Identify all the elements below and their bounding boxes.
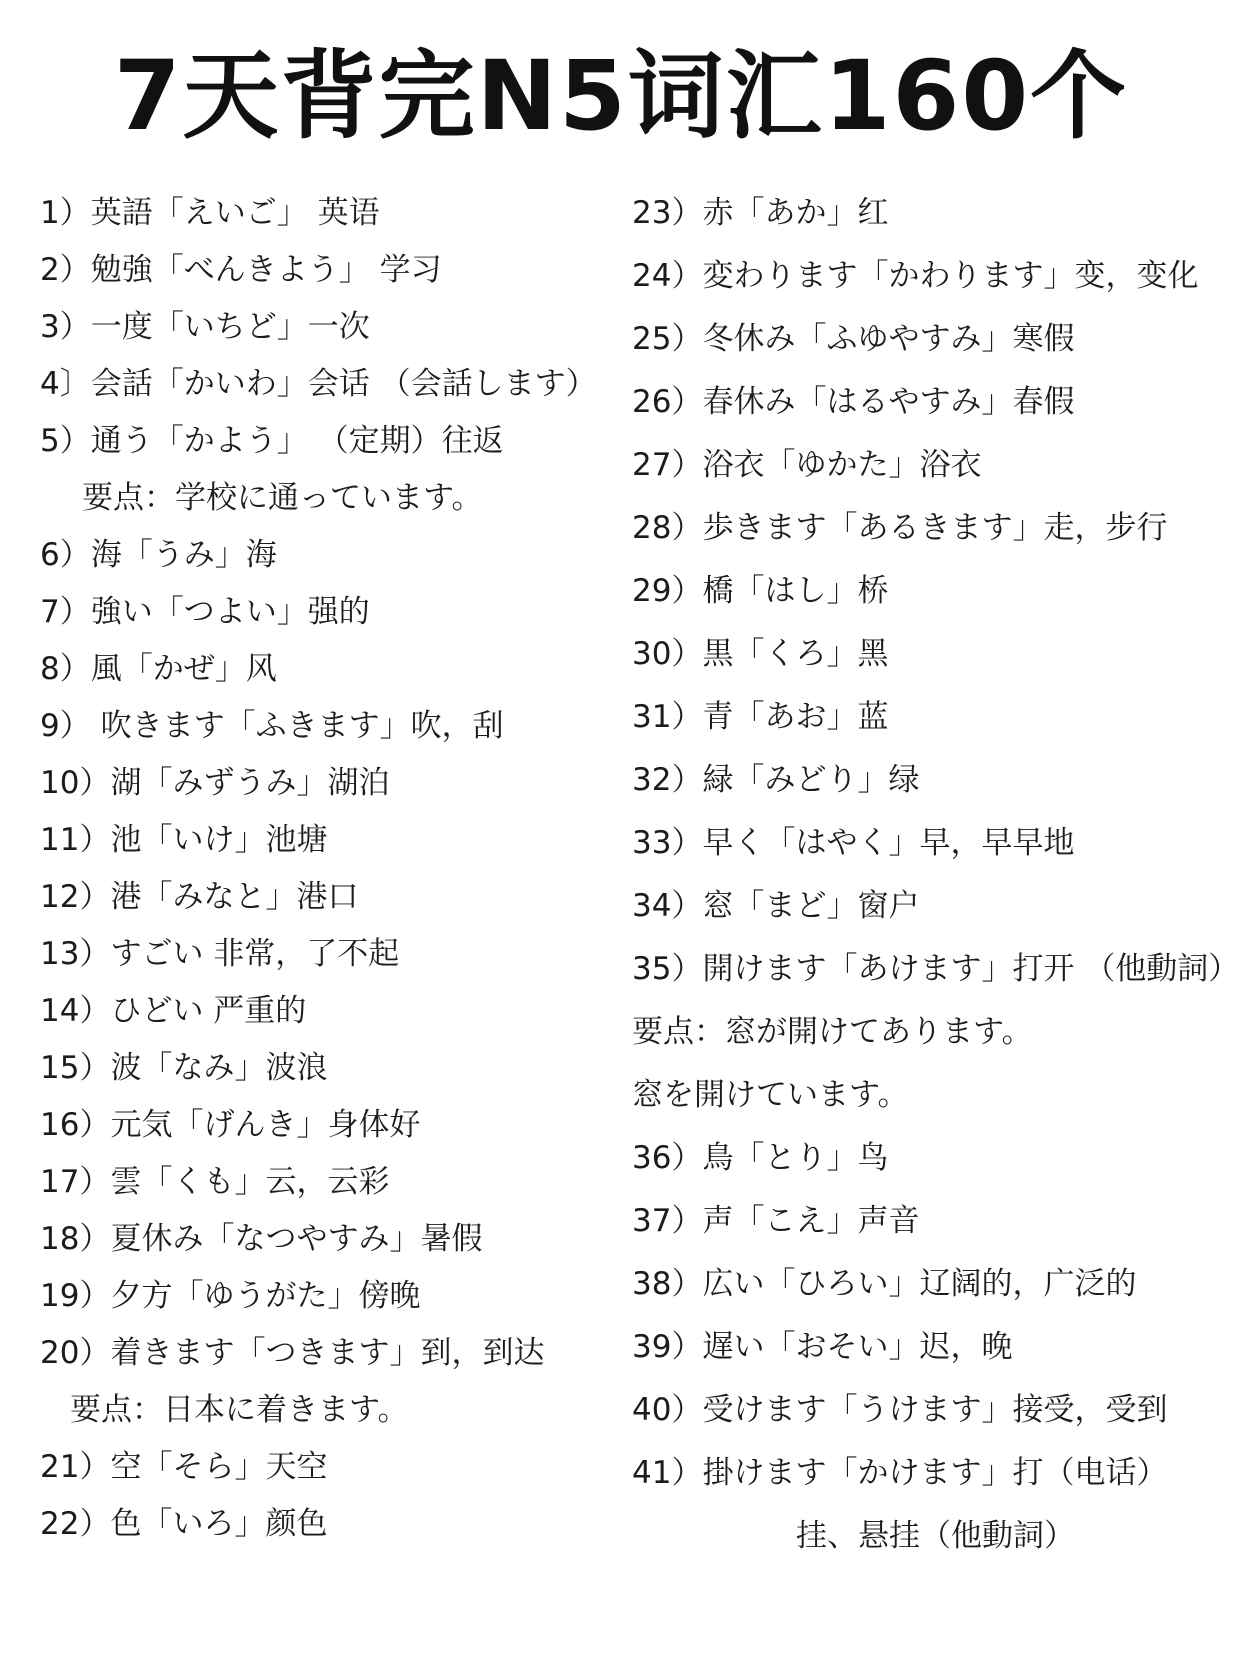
vocab-item-37: 37）声「こえ」声音 bbox=[632, 1203, 920, 1239]
vocab-item-20: 20）着きます「つきます」到，到达 bbox=[40, 1335, 545, 1371]
vocab-item-1: 1）英語「えいご」 英语 bbox=[40, 195, 380, 231]
vocab-item-30: 30）黒「くろ」黑 bbox=[632, 636, 889, 672]
vocab-item-24: 24）変わります「かわります」变，变化 bbox=[632, 258, 1199, 294]
vocab-item-2: 2）勉強「べんきよう」 学习 bbox=[40, 252, 442, 288]
vocab-item-12: 12）港「みなと」港口 bbox=[40, 879, 359, 915]
vocab-item-15: 15）波「なみ」波浪 bbox=[40, 1050, 328, 1086]
vocab-item-26: 26）春休み「はるやすみ」春假 bbox=[632, 384, 1075, 420]
vocab-item-33: 33）早く「はやく」早，早早地 bbox=[632, 825, 1075, 861]
vocab-item-28: 28）歩きます「あるきます」走，步行 bbox=[632, 510, 1168, 546]
vocab-note-5: 要点：学校に通っています。 bbox=[82, 480, 483, 516]
vocab-item-32: 32）緑「みどり」绿 bbox=[632, 762, 920, 798]
vocab-item-36: 36）鳥「とり」鸟 bbox=[632, 1140, 889, 1176]
vocab-item-40: 40）受けます「うけます」接受，受到 bbox=[632, 1392, 1168, 1428]
vocab-item-4: 4〕会話「かいわ」会话 （会話します） bbox=[40, 366, 597, 402]
vocab-item-31: 31）青「あお」蓝 bbox=[632, 699, 889, 735]
vocab-item-3: 3）一度「いちど」一次 bbox=[40, 309, 370, 345]
vocab-item-27: 27）浴衣「ゆかた」浴衣 bbox=[632, 447, 982, 483]
vocab-item-17: 17）雲「くも」云，云彩 bbox=[40, 1164, 390, 1200]
vocab-item-25: 25）冬休み「ふゆやすみ」寒假 bbox=[632, 321, 1075, 357]
vocab-item-38: 38）広い「ひろい」辽阔的，广泛的 bbox=[632, 1266, 1137, 1302]
vocab-item-23: 23）赤「あか」红 bbox=[632, 195, 889, 231]
page-title: 7天背完N5词汇160个 bbox=[113, 40, 1129, 152]
vocab-item-41: 41）掛けます「かけます」打（电话） bbox=[632, 1455, 1168, 1491]
vocab-item-5: 5）通う「かよう」 （定期）往返 bbox=[40, 423, 504, 459]
vocab-item-21: 21）空「そら」天空 bbox=[40, 1449, 328, 1485]
vocab-item-16: 16）元気「げんき」身体好 bbox=[40, 1107, 421, 1143]
vocab-item-34: 34）窓「まど」窗户 bbox=[632, 888, 920, 924]
vocab-note-41: 挂、悬挂（他動詞） bbox=[796, 1518, 1075, 1554]
vocab-item-6: 6）海「うみ」海 bbox=[40, 537, 277, 573]
vocab-item-11: 11）池「いけ」池塘 bbox=[40, 822, 328, 858]
vocab-item-9: 9） 吹きます「ふきます」吹，刮 bbox=[40, 708, 504, 744]
vocab-item-13: 13）すごい 非常，了不起 bbox=[40, 936, 400, 972]
vocab-item-29: 29）橋「はし」桥 bbox=[632, 573, 889, 609]
vocab-item-22: 22）色「いろ」颜色 bbox=[40, 1506, 328, 1542]
vocab-item-39: 39）遅い「おそい」迟，晚 bbox=[632, 1329, 1013, 1365]
vocab-item-19: 19）夕方「ゆうがた」傍晚 bbox=[40, 1278, 421, 1314]
vocab-item-35: 35）開けます「あけます」打开 （他動詞） bbox=[632, 951, 1240, 987]
vocab-note-20: 要点：日本に着きます。 bbox=[70, 1392, 409, 1428]
vocab-item-10: 10）湖「みずうみ」湖泊 bbox=[40, 765, 390, 801]
vocab-note-35a: 要点：窓が開けてあります。 bbox=[632, 1014, 1033, 1050]
vocab-item-18: 18）夏休み「なつやすみ」暑假 bbox=[40, 1221, 483, 1257]
vocab-item-14: 14）ひどい 严重的 bbox=[40, 993, 307, 1029]
vocab-note-35b: 窓を開けています。 bbox=[632, 1077, 909, 1113]
vocab-item-7: 7）強い「つよい」强的 bbox=[40, 594, 370, 630]
vocab-item-8: 8）風「かぜ」风 bbox=[40, 651, 277, 687]
